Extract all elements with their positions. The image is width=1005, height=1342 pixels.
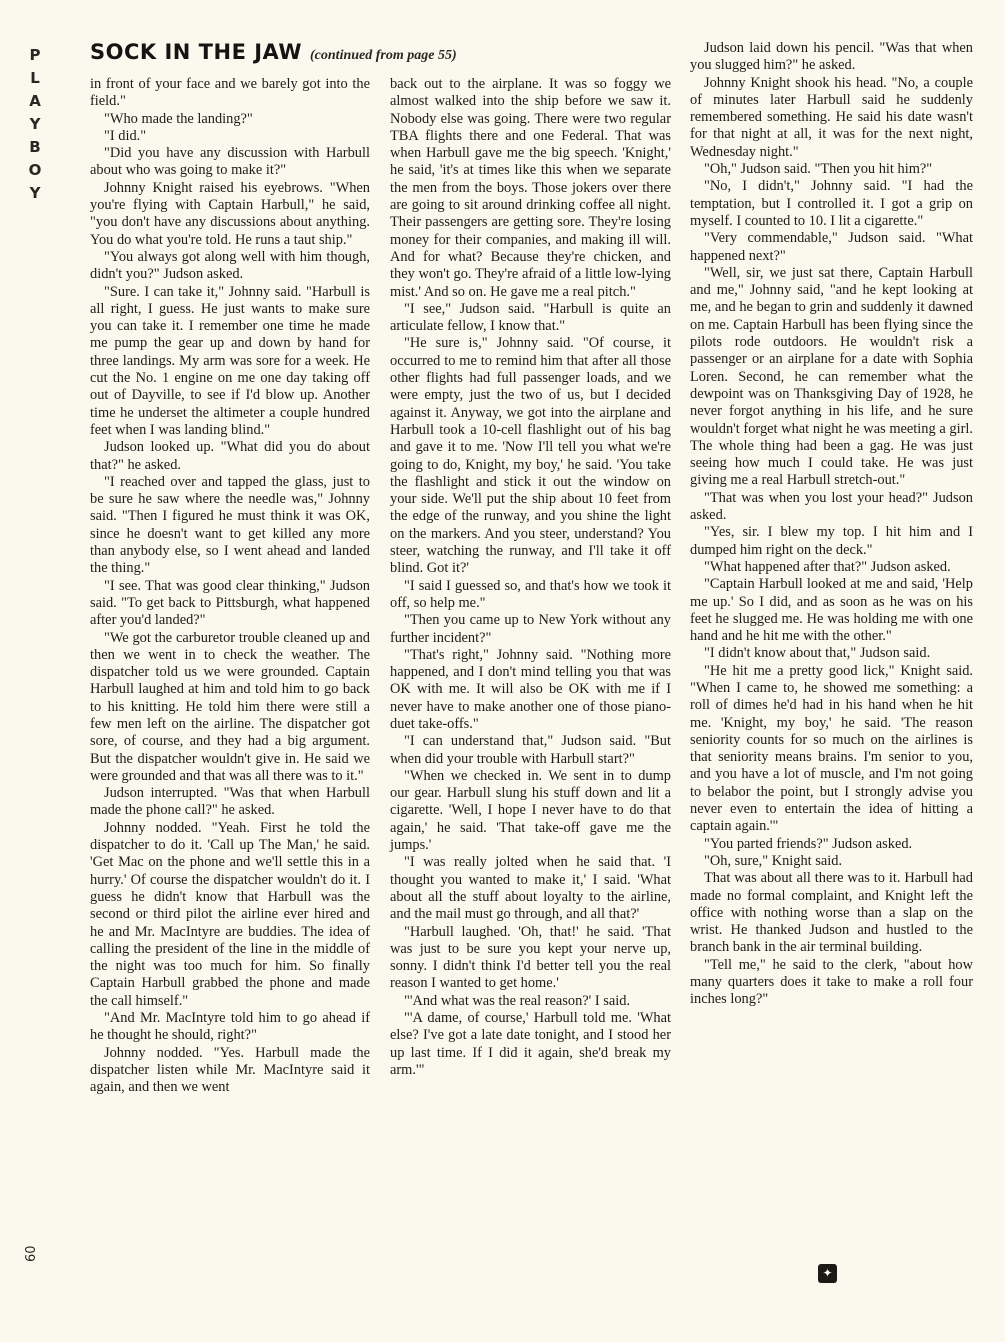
paragraph: Johnny nodded. "Yeah. First he told the dispatcher to do it. 'Call up The Man,' he said. 'Get Mac on the phone and we'll settle this in a hurry.' Of course the dispatcher wouldn't do it. I guess he didn't know that Harbull was the second or third pilot the airline ever hired and he and Mr. MacIntyre are buddies. The idea of calling the president of the line in the middle of the night was too much for him. So finally Captain Harbull grabbed the phone and made the call himself." [90,819,370,1009]
magazine-spine [22,44,48,205]
paragraph: "He sure is," Johnny said. "Of course, it occurred to me to remind him that after all those other flights had full passenger loads, and we were empty, just the two of us, but I decided against it. Anyway, we got into the airplane and Harbull took a 10-cell flashlight out of his bag and gave it to me. 'Now I'll tell you what we're going to do, Knight, my boy,' he said. 'You take the flashlight and stick it out the window on your side. We'll put the ship about 10 feet from the edge of the runway, and you shine the light on the markers. And you steer, understand? You steer, watching the runway, and I'll take it off blind. Got it?' [390,335,671,577]
paragraph: "Did you have any discussion with Harbull about who was going to make it?" [90,145,370,179]
paragraph: Judson laid down his pencil. "Was that when you slugged him?" he asked. [690,40,973,74]
paragraph: "'And what was the real reason?' I said. [404,992,631,1009]
spine-letter: O [28,161,42,179]
paragraph: "I reached over and tapped the glass, just to be sure he saw where the needle was," Johnny said. "Then I figured he must think it was OK, since he doesn't want to get killed any more than anybody else, so I went ahead and landed the thing." [90,473,370,577]
paragraph: "That's right," Johnny said. "Nothing more happened, and I don't mind telling you that was OK with me. It will also be OK with me if I never have to make another one of those piano-duet take-offs." [390,646,671,732]
paragraph: "Sure. I can take it," Johnny said. "Harbull is all right, I guess. He just wants to make sure you can take it. I remember one time he made me pump the gear up and down by hand for three landings. My arm was sore for a week. He cut the No. 1 engine on me one day taking off out of Dayville, to see if I'd blow up. Another time he underset the altimeter a couple hundred feet when I was landing blind." [90,283,370,438]
paragraph: "Then you came up to New York without any further incident?" [390,612,671,646]
paragraph: "When we checked in. We sent in to dump our gear. Harbull slung his stuff down and lit a cigarette. 'Well, I hope I never have to do that again,' he said. 'That take-off gave me the jumps.' [390,767,671,854]
paragraph: Johnny nodded. "Yes. Harbull made the dispatcher listen while Mr. MacIntyre said it again, and then we went [90,1044,370,1096]
paragraph: "Tell me," he said to the clerk, "about how many quarters does it take to make a roll four inches long?" [690,956,973,1008]
paragraph: "I see," Judson said. "Harbull is quite an articulate fellow, I know that." [390,300,671,335]
paragraph: "Oh," Judson said. "Then you hit him?" [704,161,933,178]
paragraph: "Oh, sure," Knight said. [704,852,843,869]
paragraph: Johnny Knight raised his eyebrows. "When you're flying with Captain Harbull," he said, "you don't have any discussions about anything. You do what you're told. He runs a taut ship." [90,179,370,248]
article-title: SOCK IN THE JAW [90,40,303,64]
paragraph: "No, I didn't," Johnny said. "I had the temptation, but I controlled it. I got a grip on myself. I counted to 10. I lit a cigarette." [690,178,973,229]
spine-letter: Y [29,115,41,133]
paragraph: "I didn't know about that," Judson said. [704,645,931,662]
paragraph: "Very commendable," Judson said. "What happened next?" [690,230,973,264]
continued-note: (continued from page 55) [310,48,457,63]
paragraph: "What happened after that?" Judson asked. [704,558,951,575]
spine-letter: B [29,138,41,156]
paragraph: "Captain Harbull looked at me and said, 'Help me up.' So I did, and as soon as he was on his feet he slugged me. He was holding me with one hand and he hit me with the other." [690,576,973,645]
paragraph: "You parted friends?" Judson asked. [704,835,913,852]
spine-letter: P [29,46,41,64]
paragraph: "I can understand that," Judson said. "But when did your trouble with Harbull start?" [390,733,671,767]
paragraph: "And Mr. MacIntyre told him to go ahead if he thought he should, right?" [90,1010,370,1044]
rabbit-end-mark-icon: ✦ [818,1264,837,1283]
paragraph: Judson looked up. "What did you do about that?" he asked. [90,439,370,473]
paragraph: "I see. That was good clear thinking," Judson said. "To get back to Pittsburgh, what happened after you'd landed?" [90,577,370,629]
paragraph: "He hit me a pretty good lick," Knight said. "When I came to, he showed me something: a roll of dimes he'd had in his hand when he hit me. 'Knight, my boy,' he said. 'The reason seniority counts for so much on the airlines is that seniority means brains. I'm senior to you, and you have a lot of muscle, and I'm not going to belabor the point, but I strongly advise you never even to entertain the idea of hitting a captain again.'" [690,662,973,835]
spine-letter: L [30,69,40,87]
paragraph: "Well, sir, we just sat there, Captain Harbull and me," Johnny said, "and he kept looking at me, and he began to grin and suddenly it dawned on me. Captain Harbull has been flying since the pilots rode outdoors. He wouldn't risk a passenger or an airplane for a date with Sophia Loren. Second, he can remember what the dewpoint was on Thanksgiving Day of 1928, he never forgot anything in his life, and he sure wouldn't forget what night he was meeting a girl. The whole thing had been a gag. He was just seeing how much I could take. He was just giving me a real Harbull stretch-out." [690,264,973,489]
article-header [90,40,457,64]
paragraph: "That was when you lost your head?" Judson asked. [690,489,973,524]
text-column-3 [690,40,973,1009]
paragraph: "Who made the landing?" [104,110,253,127]
paragraph: "We got the carburetor trouble cleaned up and then we went in to check the weather. The dispatcher told us we were grounded. Captain Harbull laughed at him and told him to go back to his knitting. He told him there were still a few men left on the airline. The dispatcher got sore, of course, and they had a big argument. But the dispatcher wouldn't give in. He said we were grounded and that was all there was to it." [90,629,370,784]
paragraph: Johnny Knight shook his head. "No, a couple of minutes later Harbull said he suddenly remembered something. He said his date wasn't for that night at all, it was for the next night, Wednesday night." [690,74,973,160]
paragraph: "I said I guessed so, and that's how we took it off, so help me." [390,577,671,611]
paragraph: "I did." [104,127,147,144]
text-column-2 [390,76,671,1079]
paragraph: "'A dame, of course,' Harbull told me. 'What else? I've got a late date tonight, and I stood her up last time. If I did it again, she'd break my arm.'" [390,1010,671,1078]
paragraph: "You always got along well with him though, didn't you?" Judson asked. [90,248,370,283]
page-number: 60 [24,1245,39,1262]
paragraph: in front of your face and we barely got into the field." [90,76,370,110]
spine-letter: A [29,92,41,110]
paragraph: "Yes, sir. I blew my top. I hit him and I dumped him right on the deck." [690,524,973,558]
paragraph: back out to the airplane. It was so foggy we almost walked into the ship before we saw it. Nobody else was going. There were two regular TBA flights there and one Federal. That was when Harbull gave me the big speech. 'Knight,' he said, 'it's at times like this when we separate the men from the boys. Those jokers over there are going to sit around drinking coffee all night. Their passengers are getting sore. They're losing money for their companies, and making ill will. And for what? Because they're chicken, and they won't go. They're afraid of a little low-lying mist.' And so on. He gave me a real pitch." [390,76,671,300]
paragraph: "Harbull laughed. 'Oh, that!' he said. 'That was just to be sure you kept your nerve up, sonny. I didn't think I'd better tell you the real reason I wanted to get home.' [390,923,671,992]
text-column-1 [90,76,370,1097]
paragraph: Judson interrupted. "Was that when Harbull made the phone call?" he asked. [90,785,370,819]
paragraph: That was about all there was to it. Harbull had made no formal complaint, and Knight left the office with nothing worse than a slap on the wrist. He thanked Judson and hustled to the branch bank in the air terminal building. [690,870,973,956]
paragraph: "I was really jolted when he said that. 'I thought you wanted to make it,' I said. 'What about all the stuff about loyalty to the airline, and the mail must go through, and all that?' [390,854,671,923]
spine-letter: Y [29,184,41,202]
